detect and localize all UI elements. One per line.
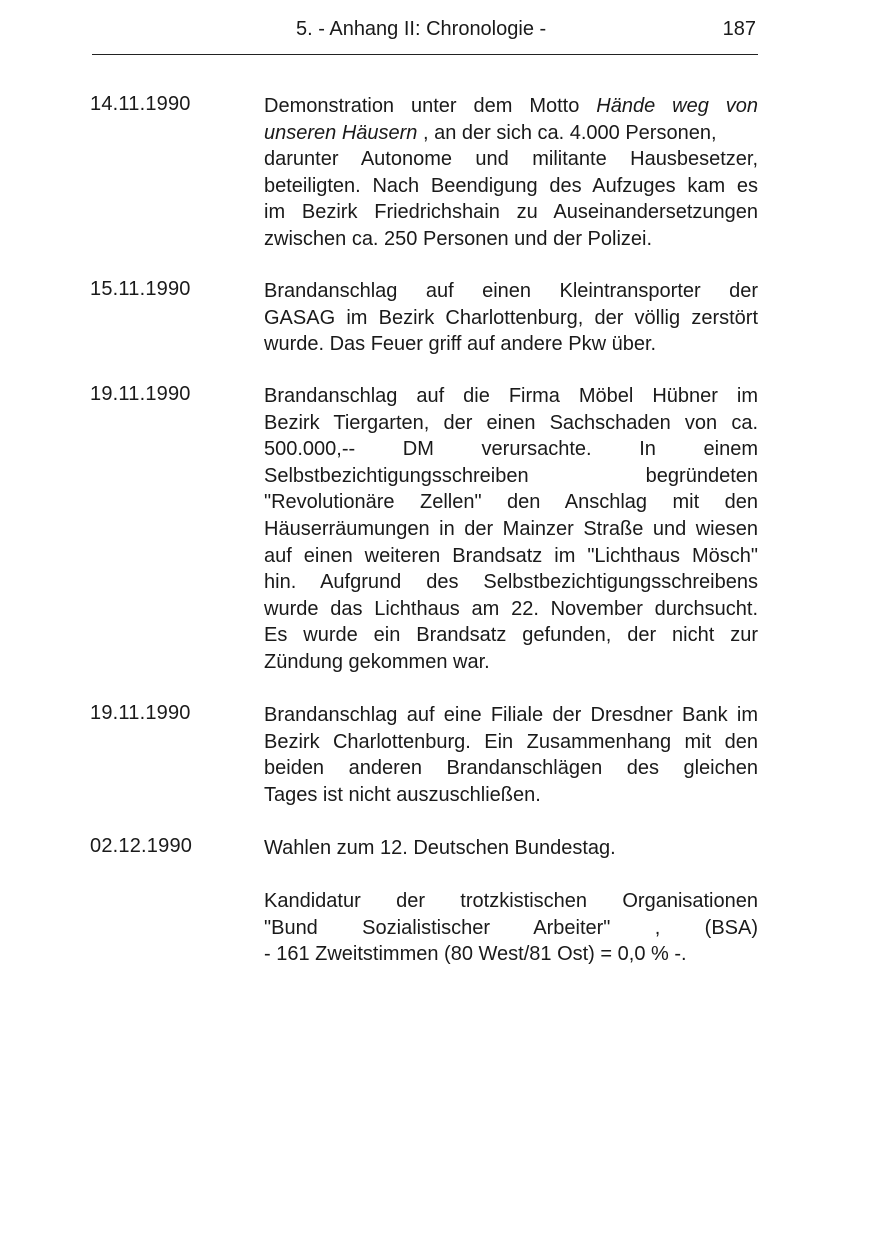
text-line: Zündung gekommen war. [264, 650, 490, 673]
entry-text [264, 278, 758, 358]
entry-date: 14.11.1990 [90, 93, 191, 115]
entry-text [264, 835, 758, 862]
text-line: Selbstbezichtigungsschreiben begründeten [264, 464, 758, 487]
text-line: Demonstration unter dem Motto Hände weg von [264, 95, 759, 117]
text-line: wurde. Das Feuer griff auf andere Pkw über. [264, 333, 657, 356]
header-rule [92, 54, 758, 55]
text-line: Brandanschlag auf einen Kleintransporter der [264, 280, 758, 302]
text-line: wurde das Lichthaus am 22. November durchsucht. [264, 597, 758, 620]
entry-date: 19.11.1990 [90, 702, 191, 724]
entry-date: 19.11.1990 [90, 383, 191, 405]
text-line: beiden anderen Brandanschlägen des gleichen [264, 757, 758, 780]
text-line: Kandidatur der trotzkistischen Organisationen [264, 890, 758, 912]
text-line: unseren Häusern , an der sich ca. 4.000 Personen, [264, 121, 717, 144]
text-line: Tages ist nicht auszuschließen. [264, 783, 541, 806]
running-title: 5. - Anhang II: Chronologie - [296, 18, 547, 40]
text-line: Es wurde ein Brandsatz gefunden, der nicht zur [264, 624, 758, 647]
text-line: Häuserräumungen in der Mainzer Straße und wiesen [264, 517, 758, 540]
text-line: - 161 Zweitstimmen (80 West/81 Ost) = 0,0 % -. [264, 943, 687, 966]
text-line: Brandanschlag auf die Firma Möbel Hübner im [264, 385, 758, 407]
text-line: GASAG im Bezirk Charlottenburg, der völlig zerstört [264, 306, 758, 329]
page-number: 187 [722, 18, 756, 40]
text-line: Wahlen zum 12. Deutschen Bundestag. [264, 837, 616, 859]
text-line: "Revolutionäre Zellen" den Anschlag mit den [264, 491, 758, 514]
entry-text [264, 383, 758, 676]
text-line: Bezirk Tiergarten, der einen Sachschaden von ca. [264, 411, 758, 434]
entry-date: 15.11.1990 [90, 278, 191, 300]
text-line: zwischen ca. 250 Personen und der Polizei. [264, 227, 653, 250]
text-line: beteiligten. Nach Beendigung des Aufzuges kam es [264, 174, 758, 197]
text-line: auf einen weiteren Brandsatz im "Lichthaus Mösch" [264, 544, 758, 567]
text-line: Brandanschlag auf eine Filiale der Dresdner Bank im [264, 704, 758, 726]
entry-text [264, 93, 758, 253]
text-line: darunter Autonome und militante Hausbesetzer, [264, 148, 758, 171]
text-line: Bezirk Charlottenburg. Ein Zusammenhang mit den [264, 730, 758, 753]
text-line: "Bund Sozialistischer Arbeiter" , (BSA) [264, 916, 758, 939]
entry-text [264, 702, 758, 808]
text-line: 500.000,-- DM verursachte. In einem [264, 438, 758, 461]
running-header [92, 14, 758, 46]
addendum-text [264, 888, 758, 968]
entry-date: 02.12.1990 [90, 835, 193, 857]
text-line: im Bezirk Friedrichshain zu Auseinandersetzungen [264, 201, 758, 224]
text-line: hin. Aufgrund des Selbstbezichtigungsschreibens [264, 571, 758, 594]
